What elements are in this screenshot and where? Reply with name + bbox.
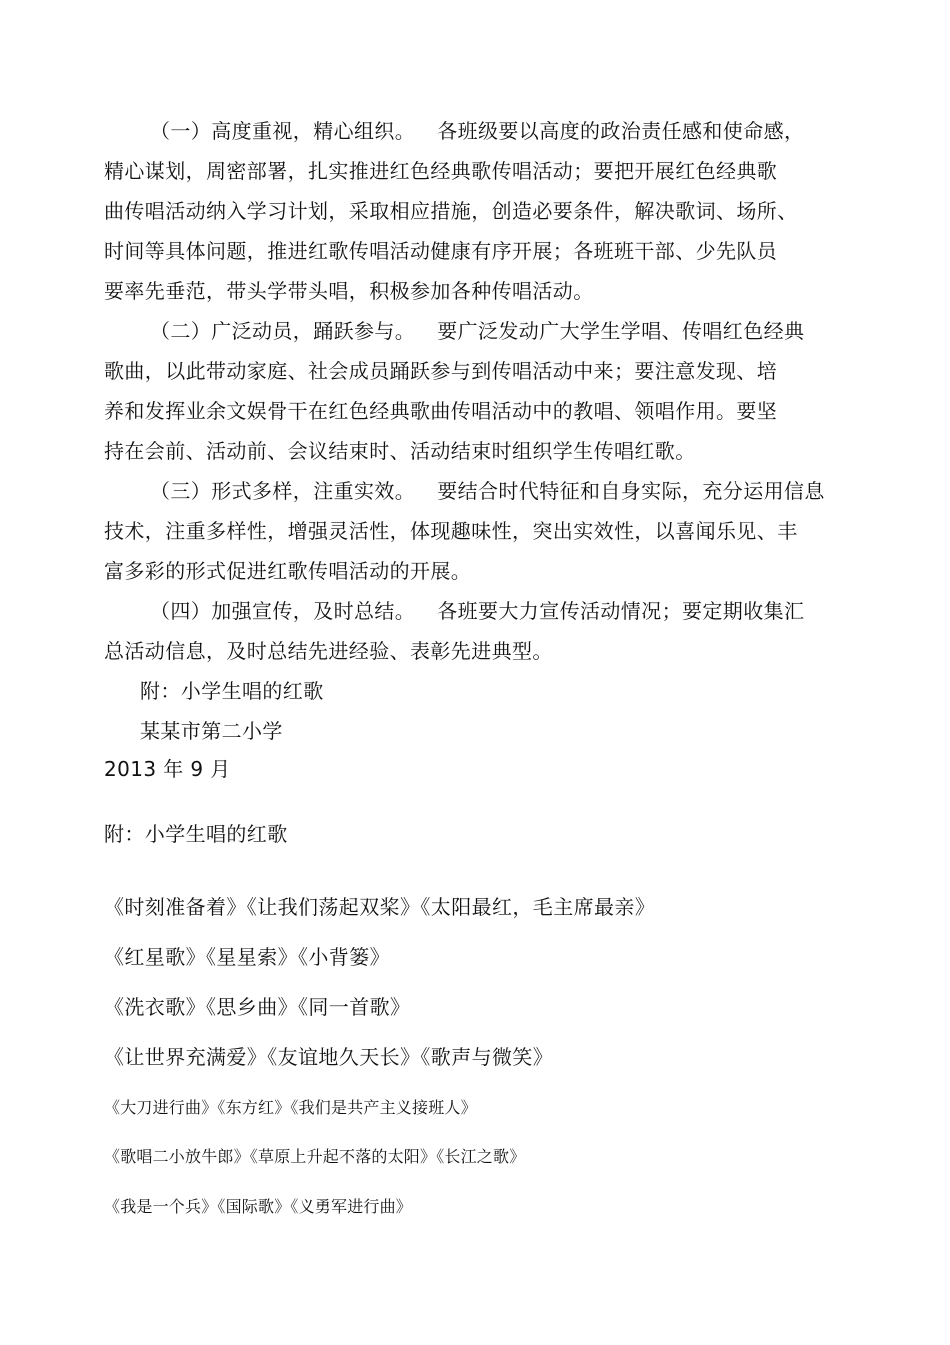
- appendix-title: 附：小学生唱的红歌: [104, 822, 288, 846]
- paragraph-1-line: 曲传唱活动纳入学习计划，采取相应措施，创造必要条件，解决歌词、场所、: [104, 199, 798, 223]
- song-list-line: 《让世界充满爱》《友谊地久天长》《歌声与微笑》: [104, 1045, 554, 1069]
- paragraph-2-heading: （二）广泛动员，踊跃参与。: [150, 319, 416, 343]
- paragraph-2-first-line: [150, 318, 804, 344]
- paragraph-4-heading: （四）加强宣传，及时总结。: [150, 599, 416, 623]
- paragraph-1-line: 精心谋划，周密部署，扎实推进红色经典歌传唱活动；要把开展红色经典歌: [104, 159, 778, 183]
- document-date: 2013 年 9 月: [104, 757, 231, 781]
- paragraph-2-line: 歌曲，以此带动家庭、社会成员踊跃参与到传唱活动中来；要注意发现、培: [104, 359, 778, 383]
- paragraph-1-first-line: [150, 118, 804, 144]
- paragraph-2-line: 养和发挥业余文娱骨干在红色经典歌曲传唱活动中的教唱、领唱作用。要坚: [104, 399, 778, 423]
- paragraph-2-line: 要广泛发动广大学生学唱、传唱红色经典: [437, 319, 805, 343]
- song-list-line: 《我是一个兵》《国际歌》《义勇军进行曲》: [104, 1197, 413, 1216]
- paragraph-3-line: 富多彩的形式促进红歌传唱活动的开展。: [104, 559, 472, 583]
- paragraph-4-line: 总活动信息，及时总结先进经验、表彰先进典型。: [104, 639, 553, 663]
- paragraph-1-line: 要率先垂范，带头学带头唱，积极参加各种传唱活动。: [104, 279, 594, 303]
- song-list-line: 《时刻准备着》《让我们荡起双桨》《太阳最红，毛主席最亲》: [104, 895, 656, 919]
- paragraph-1-line: 各班级要以高度的政治责任感和使命感，: [437, 119, 805, 143]
- paragraph-3-heading: （三）形式多样，注重实效。: [150, 479, 416, 503]
- attachment-note: 附：小学生唱的红歌: [140, 679, 324, 703]
- paragraph-1-line: 时间等具体问题，推进红歌传唱活动健康有序开展；各班班干部、少先队员: [104, 239, 778, 263]
- song-list-line: 《洗衣歌》《思乡曲》《同一首歌》: [104, 995, 411, 1019]
- paragraph-4-line: 各班要大力宣传活动情况；要定期收集汇: [437, 599, 805, 623]
- paragraph-3-first-line: [150, 478, 825, 504]
- paragraph-4-first-line: [150, 598, 804, 624]
- paragraph-3-line: 技术，注重多样性，增强灵活性，体现趣味性，突出实效性，以喜闻乐见、丰: [104, 519, 798, 543]
- signature: 某某市第二小学: [140, 719, 283, 743]
- song-list-line: 《歌唱二小放牛郎》《草原上升起不落的太阳》《长江之歌》: [104, 1147, 526, 1166]
- paragraph-2-line: 持在会前、活动前、会议结束时、活动结束时组织学生传唱红歌。: [104, 439, 696, 463]
- paragraph-3-line: 要结合时代特征和自身实际，充分运用信息: [437, 479, 825, 503]
- paragraph-1-heading: （一）高度重视，精心组织。: [150, 119, 416, 143]
- song-list-line: 《红星歌》《星星索》《小背篓》: [104, 945, 390, 969]
- song-list-line: 《大刀进行曲》《东方红》《我们是共产主义接班人》: [104, 1098, 477, 1117]
